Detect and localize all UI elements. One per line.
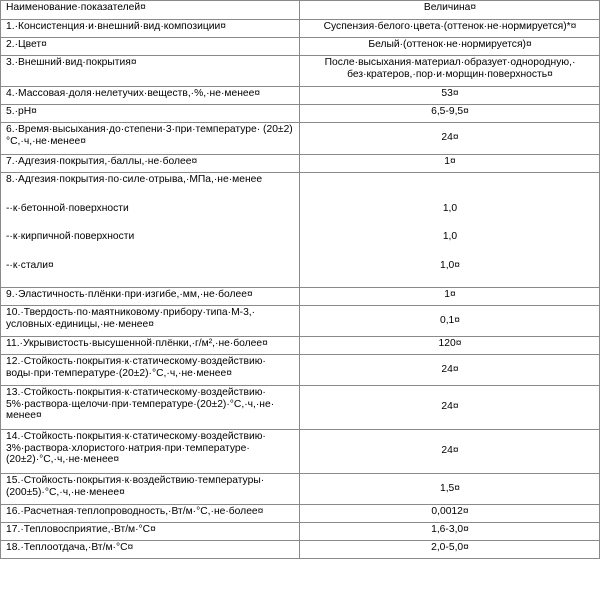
row-value: 0,1¤ [300,306,600,337]
row-name: 15.·Стойкость·покрытия·к·воздействию·температуры· (200±5)·°С,·ч,·не·менее¤ [1,474,300,505]
row-name: 3.·Внешний·вид·покрытия¤ [1,56,300,87]
row-name: 16.·Расчетная·теплопроводность,·Вт/м·°С,·не·более¤ [1,505,300,523]
table-row [1,355,600,386]
table-row [1,386,600,430]
row-value: 1¤ [300,155,600,173]
table-row [1,430,600,474]
value-steel: 1,0¤ [439,259,461,271]
header-value: Величина¤ [300,1,600,20]
table-row [1,105,600,123]
row-value: 1,5¤ [300,474,600,505]
row-value: После·высыхания·материал·образует·однородную,· без·кратеров,·пор·и·морщин·поверхность¤ [300,56,600,87]
sub-item-steel: -·к·стали¤ [6,259,54,271]
row-name: 6.·Время·высыхания·до·степени·3·при·температуре· (20±2)°С,·ч,·не·менее¤ [1,123,300,155]
sub-item-brick: -·к·кирпичной·поверхности [6,231,135,243]
table-row [1,523,600,541]
row-value: 0,0012¤ [300,505,600,523]
table-row [1,38,600,56]
value-concrete: 1,0 [442,202,458,214]
table-row [1,56,600,87]
row-name: 17.·Тепловосприятие,·Вт/м·°С¤ [1,523,300,541]
row-name: 1.·Консистенция·и·внешний·вид·композиции¤ [1,20,300,38]
row-name: 9.·Эластичность·плёнки·при·изгибе,·мм,·не·более¤ [1,288,300,306]
table-row [1,123,600,155]
row-value: 24¤ [300,123,600,155]
row-name: 11.·Укрывистость·высушенной·плёнки,·г/м²,·не·более¤ [1,337,300,355]
row-name: 12.·Стойкость·покрытия·к·статическому·воздействию· воды·при·температуре·(20±2)·°С,·ч,·не·менее¤ [1,355,300,386]
table-header-row [1,1,600,20]
row-value-group [300,173,600,288]
table-row [1,474,600,505]
row-name: 4.·Массовая·доля·нелетучих·веществ,·%,·не·менее¤ [1,87,300,105]
row-value: 120¤ [300,337,600,355]
row-name: 18.·Теплоотдача,·Вт/м·°С¤ [1,541,300,559]
row-name: 10.·Твердость·по·маятниковому·прибору·типа·М-3,· условных·единицы,·не·менее¤ [1,306,300,337]
row-name: 7.·Адгезия·покрытия,·баллы,·не·более¤ [1,155,300,173]
row-name: 13.·Стойкость·покрытия·к·статическому·воздействию· 5%·раствора·щелочи·при·температуре·(20±2)·°С,·ч,·не· менее¤ [1,386,300,430]
row-name: 14.·Стойкость·покрытия·к·статическому·воздействию· 3%·раствора·хлористого·натрия·при·температуре· (20±2)·°С,·ч,·не·менее¤ [1,430,300,474]
header-indicator-name: Наименование·показателей¤ [1,1,300,20]
row-name: 2.·Цвет¤ [1,38,300,56]
value-brick: 1,0 [442,231,458,243]
sub-item-concrete: -·к·бетонной·поверхности [6,202,129,214]
table-row [1,288,600,306]
table-row [1,87,600,105]
table-row [1,155,600,173]
row-name-group [1,173,300,288]
row-value: 6,5-9,5¤ [300,105,600,123]
row-value: 1,6-3,0¤ [300,523,600,541]
row-value: 24¤ [300,386,600,430]
row-value: 2,0-5,0¤ [300,541,600,559]
table-row [1,337,600,355]
row-value: Белый·(оттенок·не·нормируется)¤ [300,38,600,56]
row-value: 24¤ [300,355,600,386]
row-value: Суспензия·белого·цвета·(оттенок·не·нормируется)*¤ [300,20,600,38]
table-row [1,306,600,337]
table-row [1,173,600,288]
table-row [1,541,600,559]
row-name: 5.·pH¤ [1,105,300,123]
row-value: 1¤ [300,288,600,306]
row-value: 53¤ [300,87,600,105]
row-value: 24¤ [300,430,600,474]
table-row [1,505,600,523]
adhesion-title: 8.·Адгезия·покрытия·по·силе·отрыва,·МПа,·не·менее [6,174,263,185]
table-row [1,20,600,38]
